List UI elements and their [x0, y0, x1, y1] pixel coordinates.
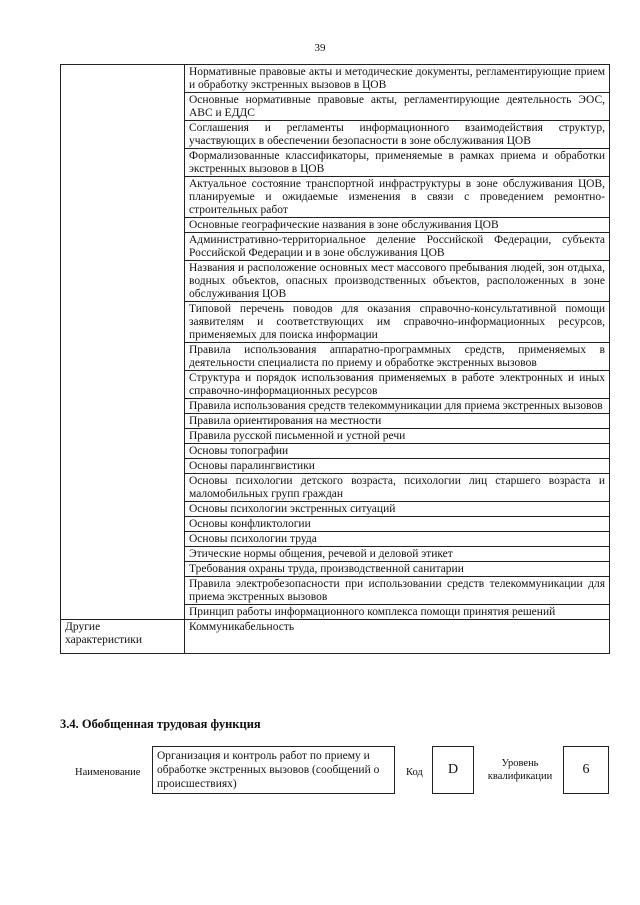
knowledge-item: Основные географические названия в зоне обслуживания ЦОВ: [185, 218, 610, 233]
knowledge-item: Основы психологии детского возраста, психологии лиц старшего возраста и маломобильных групп граждан: [185, 474, 610, 502]
knowledge-item: Соглашения и регламенты информационного взаимодействия структур, участвующих в обеспечении безопасности в зоне обслуживания ЦОВ: [185, 121, 610, 149]
page-number: 39: [314, 42, 326, 54]
code-box: D: [432, 746, 474, 794]
knowledge-item: Основы паралингвистики: [185, 459, 610, 474]
knowledge-item: Названия и расположение основных мест массового пребывания людей, зон отдыха, водных объектов, опасных производственных объектов, расположенных в зоне обслуживания ЦОВ: [185, 261, 610, 302]
knowledge-item: Нормативные правовые акты и методические документы, регламентирующие прием и обработку экстренных вызовов в ЦОВ: [185, 65, 610, 93]
knowledge-item: Структура и порядок использования применяемых в работе электронных и иных справочно-информационных ресурсов: [185, 371, 610, 399]
name-label: Наименование: [75, 767, 141, 778]
qualification-level-label: Уровень квалификации: [487, 758, 553, 782]
table-row: [61, 620, 610, 654]
section-title: 3.4. Обобщенная трудовая функция: [60, 717, 261, 731]
knowledge-item: Формализованные классификаторы, применяемые в рамках приема и обработки экстренных вызовов в ЦОВ: [185, 149, 610, 177]
knowledge-item: Требования охраны труда, производственной санитарии: [185, 562, 610, 577]
knowledge-item: Основы конфликтологии: [185, 517, 610, 532]
knowledge-item: Принцип работы информационного комплекса помощи принятия решений: [185, 605, 610, 620]
knowledge-item: Правила использования аппаратно-программных средств, применяемых в деятельности специалиста по приему и обработке экстренных вызовов: [185, 343, 610, 371]
knowledge-item: Этические нормы общения, речевой и деловой этикет: [185, 547, 610, 562]
other-characteristics-label: Другие характеристики: [61, 620, 185, 654]
knowledge-item: Основные нормативные правовые акты, регламентирующие деятельность ЭОС, АВС и ЕДДС: [185, 93, 610, 121]
qualification-level-box: 6: [563, 746, 609, 794]
knowledge-item: Правила русской письменной и устной речи: [185, 429, 610, 444]
knowledge-item: Административно-территориальное деление Российской Федерации, субъекта Российской Федерации и в зоне обслуживания ЦОВ: [185, 233, 610, 261]
function-name-box: Организация и контроль работ по приему и обработке экстренных вызовов (сообщений о происшествиях): [152, 746, 395, 794]
knowledge-item: Основы топографии: [185, 444, 610, 459]
knowledge-item: Основы психологии труда: [185, 532, 610, 547]
code-label: Код: [406, 767, 423, 778]
knowledge-item: Типовой перечень поводов для оказания справочно-консультативной помощи заявителям и соответствующих им справочно-информационных ресурсов, применяемых для поиска информации: [185, 302, 610, 343]
knowledge-item: Основы психологии экстренных ситуаций: [185, 502, 610, 517]
knowledge-item: Актуальное состояние транспортной инфраструктуры в зоне обслуживания ЦОВ, планируемые и ожидаемые изменения в связи с проведением ремонтно-строительных работ: [185, 177, 610, 218]
table-row: [61, 65, 610, 93]
other-characteristics-value: Коммуникабельность: [185, 620, 610, 654]
knowledge-item: Правила электробезопасности при использовании средств телекоммуникации для приема экстренных вызовов: [185, 577, 610, 605]
knowledge-item: Правила использования средств телекоммуникации для приема экстренных вызовов: [185, 399, 610, 414]
knowledge-table: [60, 64, 610, 654]
knowledge-item: Правила ориентирования на местности: [185, 414, 610, 429]
knowledge-label-cell: [61, 65, 185, 620]
